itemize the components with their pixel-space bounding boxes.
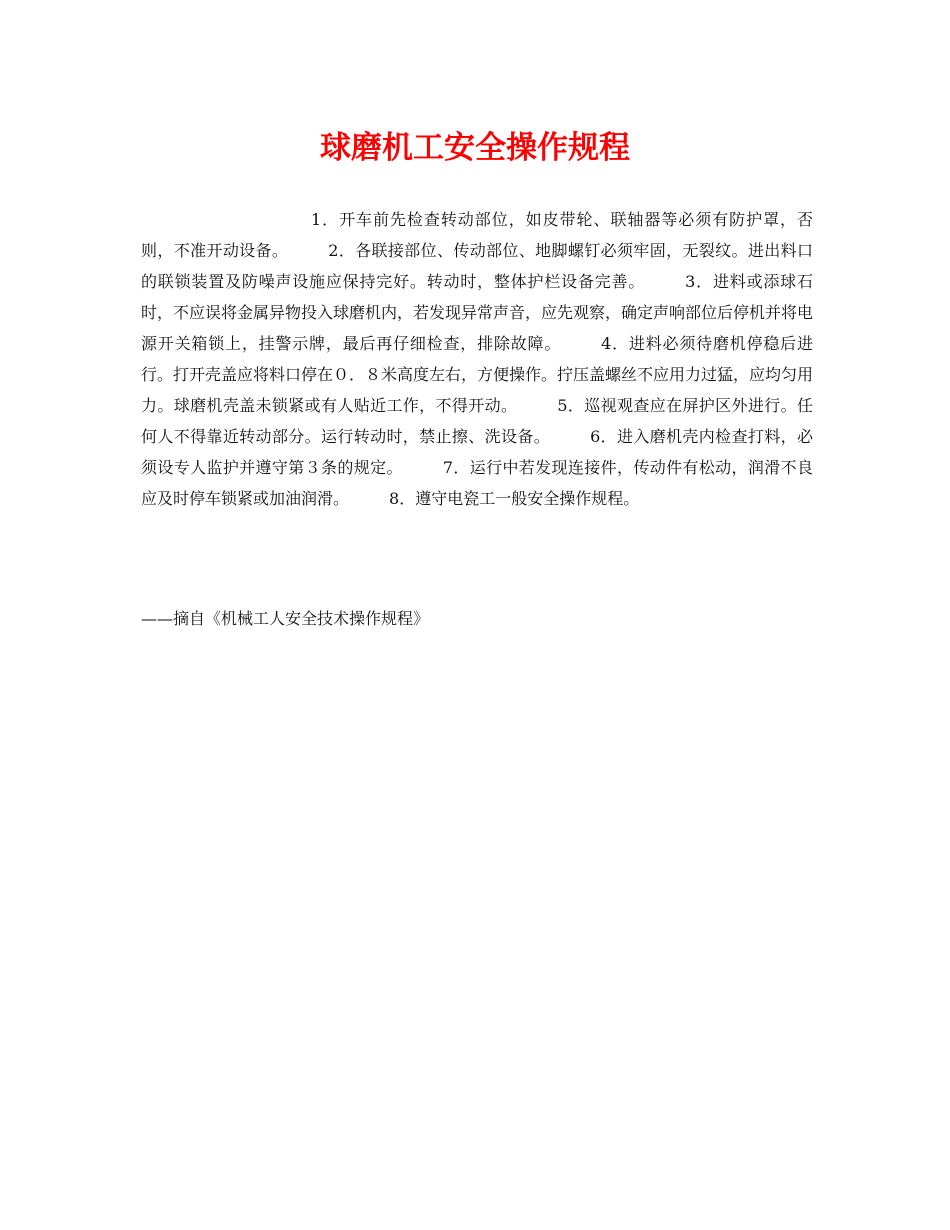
- regulation-item-8: 8．遵守电瓷工一般安全操作规程。: [389, 489, 640, 508]
- regulation-item-5: 5．巡视观查应在屏护区外进行。任何人不得靠近转动部分。运行转动时，禁止擦、洗设备。: [141, 396, 813, 446]
- regulation-item-1: 1．开车前先检查转动部位，如皮带轮、联轴器等必须有防护罩，否则，不准开动设备。: [141, 210, 813, 260]
- regulation-item-7: 7．运行中若发现连接件，传动件有松动，润滑不良应及时停车锁紧或加油润滑。: [141, 458, 813, 508]
- regulation-item-2: 2．各联接部位、传动部位、地脚螺钉必须牢固，无裂纹。进出料口的联锁装置及防噪声设施应保持完好。转动时，整体护栏设备完善。: [141, 241, 813, 291]
- regulation-item-6: 6．进入磨机壳内检查打料，必须设专人监护并遵守第３条的规定。: [141, 427, 813, 477]
- regulation-item-3: 3．进料或添球石时，不应误将金属异物投入球磨机内，若发现异常声音，应先观察，确定声响部位后停机并将电源开关箱锁上，挂警示牌，最后再仔细检查，排除故障。: [141, 272, 814, 353]
- source-citation: ——摘自《机械工人安全技术操作规程》: [141, 609, 430, 628]
- regulation-body: [141, 204, 813, 514]
- regulation-item-4: 4．进料必须待磨机停稳后进行。打开壳盖应将料口停在０．８米高度左右，方便操作。拧压盖螺丝不应用力过猛，应均匀用力。球磨机壳盖未锁紧或有人贴近工作，不得开动。: [141, 334, 814, 415]
- page-title: 球磨机工安全操作规程: [320, 130, 630, 166]
